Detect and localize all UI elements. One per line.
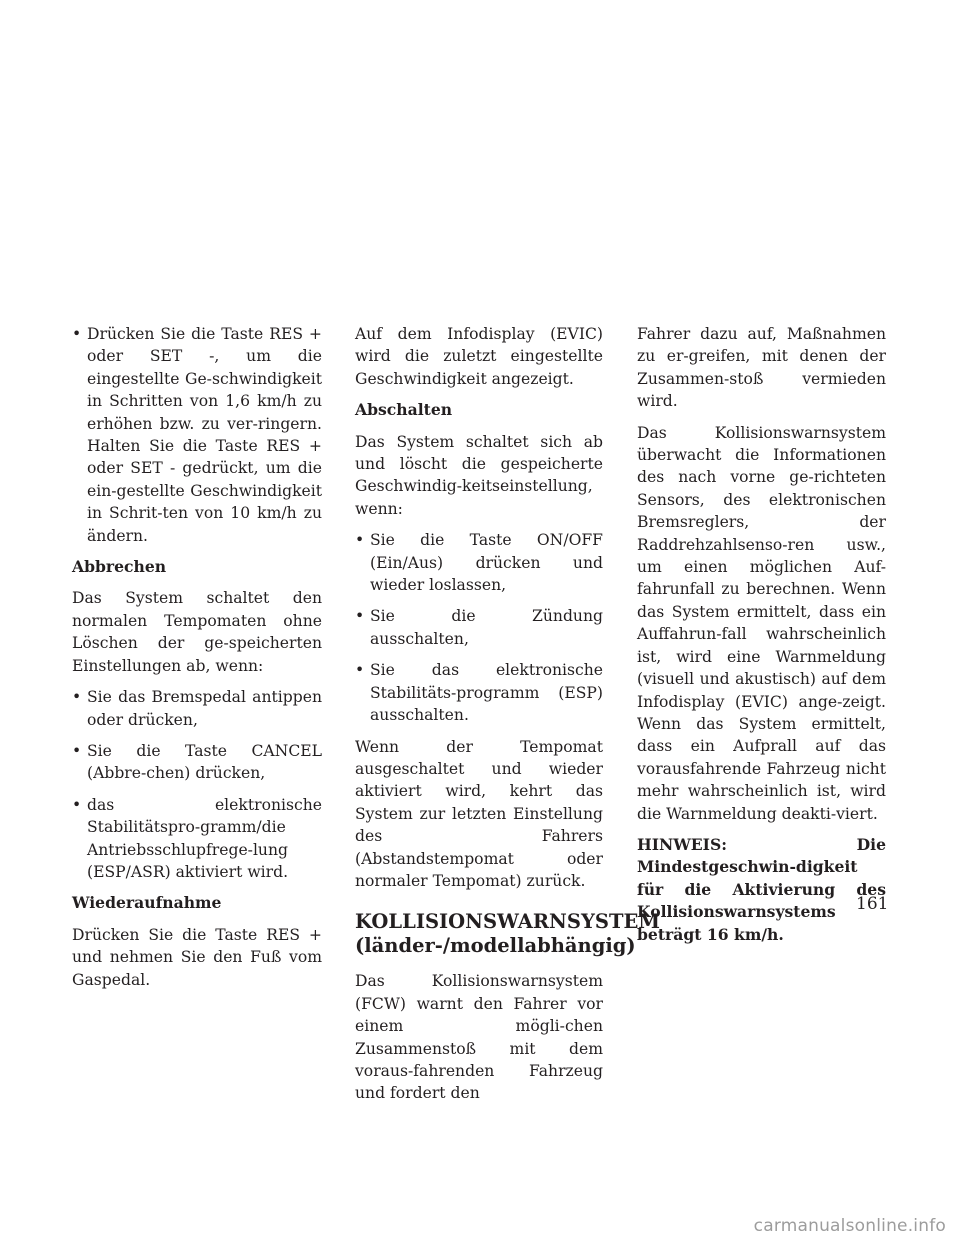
- bullet-item: [72, 323, 322, 547]
- heading-abschalten: Abschalten: [355, 400, 453, 420]
- watermark: carmanualsonline.info: [753, 1216, 946, 1236]
- text-column-right: [637, 323, 889, 946]
- bullet-text: • Sie die Zündung ausschalten,: [370, 607, 603, 648]
- text-column-left: [72, 323, 322, 1000]
- bullet-res-set-text: • Drücken Sie die Taste RES + oder SET -, um die eingestellte Ge-schwindigkeit in Schritten von 1,6 km/h zu erhöhen bzw. zu ver-ringern. Halten Sie die Taste RES + oder SET - gedrückt, um die ein-gestellte Geschwindigkeit in Schrit-ten von 10 km/h zu ändern.: [87, 325, 322, 545]
- text-column-middle: [355, 323, 660, 1114]
- bullet-text: • Sie die Taste ON/OFF (Ein/Aus) drücken und wieder loslassen,: [370, 531, 603, 595]
- paragraph-continuation: Fahrer dazu auf, Maßnahmen zu er-greifen, mit denen der Zusammen-stoß vermieden wird.: [637, 325, 886, 411]
- bullet-text: • das elektronische Stabilitätspro-gramm/die Antriebsschlupfrege-lung (ESP/ASR) aktiviert wird.: [87, 795, 322, 881]
- bullet-item: [355, 659, 603, 726]
- bullet-text: • Sie die Taste CANCEL (Abbre-chen) drücken,: [87, 741, 322, 783]
- bullet-item: [72, 740, 322, 785]
- heading-wiederaufnahme: Wiederaufnahme: [72, 893, 222, 913]
- paragraph-abschalten: Das System schaltet sich ab und löscht die gespeicherte Geschwindig-keitseinstellung, wenn:: [355, 432, 603, 518]
- paragraph-evic: Auf dem Infodisplay (EVIC) wird die zuletzt eingestellte Geschwindigkeit angezeigt.: [355, 325, 603, 388]
- bullet-item: [72, 794, 322, 884]
- bullet-text: • Sie das elektronische Stabilitäts-programm (ESP) ausschalten.: [370, 661, 603, 725]
- bullet-item: [355, 605, 603, 650]
- bullet-item: [72, 686, 322, 731]
- page-number: 161: [856, 894, 889, 914]
- note-hinweis: HINWEIS: Die Mindestgeschwin-digkeit für die Aktivierung des Kollisionswarnsystems beträgt 16 km/h.: [637, 834, 886, 944]
- paragraph-ueberwacht: Das Kollisionswarnsystem überwacht die Informationen des nach vorne ge-richteten Sensors, des elektronischen Bremsreglers, der Raddrehzahlsenso-ren usw., um einen möglichen Auf-fahrunfall zu berechnen. Wenn das System ermittelt, dass ein Auffahrun-fall wahrscheinlich ist, wird eine Warnmeldung (visuell und akustisch) auf dem Infodisplay (EVIC) ange-zeigt. Wenn das System ermittelt, dass ein Aufprall auf das vorausfahrende Fahrzeug nicht mehr wahrscheinlich ist, wird die Warnmeldung deakti-viert.: [637, 423, 886, 823]
- section-heading-kollisionswarnsystem: KOLLISIONSWARNSYSTEM (länder-/modellabhängig): [355, 910, 660, 958]
- paragraph-fcw: Das Kollisionswarnsystem (FCW) warnt den Fahrer vor einem mögli-chen Zusammenstoß mit dem voraus-fahrenden Fahrzeug und fordert den: [355, 972, 603, 1103]
- paragraph-wiederaufnahme: Drücken Sie die Taste RES + und nehmen Sie den Fuß vom Gaspedal.: [72, 925, 322, 989]
- paragraph-tempomat: Wenn der Tempomat ausgeschaltet und wieder aktiviert wird, kehrt das System zur letzten Einstellung des Fahrers (Abstandstempomat oder normaler Tempomat) zurück.: [355, 737, 603, 890]
- paragraph-abbrechen: Das System schaltet den normalen Tempomaten ohne Löschen der ge-speicherten Einstellungen ab, wenn:: [72, 589, 322, 675]
- bullet-text: • Sie das Bremspedal antippen oder drücken,: [87, 688, 322, 729]
- bullet-item: [355, 529, 603, 596]
- heading-abbrechen: Abbrechen: [72, 557, 167, 577]
